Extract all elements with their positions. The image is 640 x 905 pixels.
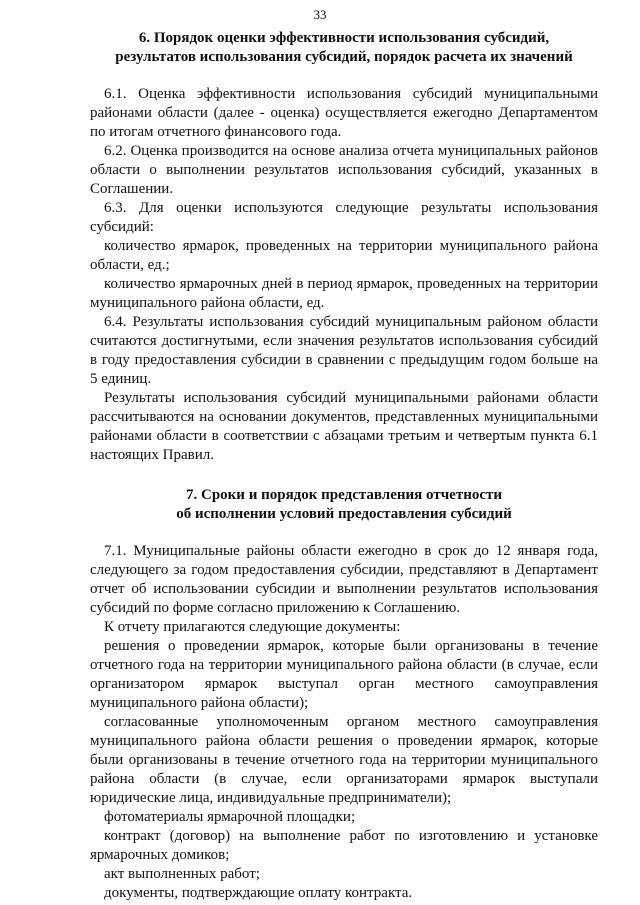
paragraph-results-calculation: Результаты использования субсидий муниципальными районами области рассчитываются на основании документов, представленных муниципальными районами области в соответствии с абзацами третьим и четвертым пункта 6.1 настоящих Правил. [90,390,598,463]
paragraph-6-3: 6.3. Для оценки используются следующие результаты использования субсидий: [90,200,598,235]
list-item-contract: контракт (договор) на выполнение работ по изготовлению и установке ярмарочных домиков; [90,828,598,863]
paragraph-attachments-intro: К отчету прилагаются следующие документы: [104,619,401,635]
list-item-approved-decisions: согласованные уполномоченным органом местного самоуправления муниципального района области решения о проведении ярмарок, которые были организованы в течение отчетного года на территории муниципального района области (в случае, если организаторами ярмарок выступали юридические лица, индивидуальные предприниматели); [90,714,598,806]
page-number: 33 [313,7,327,22]
paragraph-7-1: 7.1. Муниципальные районы области ежегодно в срок до 12 января года, следующего за годом предоставления субсидии, представляют в Департамент отчет об использовании субсидии и выполнении результатов использования субсидий по форме согласно приложению к Соглашению. [90,543,598,616]
list-item-photo-materials: фотоматериалы ярмарочной площадки; [104,809,356,825]
section-7-title [90,486,598,524]
section-6-title [90,29,598,67]
list-item-fair-days-count: количество ярмарочных дней в период ярмарок, проведенных на территории муниципального района области, ед. [90,276,598,311]
section-6-title-line: 6. Порядок оценки эффективности использования субсидий, [138,30,550,46]
list-item-completion-act: акт выполненных работ; [104,866,260,882]
paragraph-6-2: 6.2. Оценка производится на основе анализа отчета муниципальных районов области о выполнении результатов использования субсидий, указанных в Соглашении. [90,143,598,197]
section-7-title-line: 7. Сроки и порядок представления отчетности [185,487,503,503]
list-item-payment-documents: документы, подтверждающие оплату контракта. [104,885,413,901]
document-body [90,29,598,903]
paragraph-6-1: 6.1. Оценка эффективности использования субсидий муниципальными районами области (далее - оценка) осуществляется ежегодно Департаментом по итогам отчетного финансового года. [90,86,598,140]
paragraph-6-4: 6.4. Результаты использования субсидий муниципальным районом области считаются достигнутыми, если значения результатов использования субсидий в году предоставления субсидии в сравнении с предыдущим годом больше на 5 единиц. [90,314,598,387]
list-item-fairs-count: количество ярмарок, проведенных на территории муниципального района области, ед.; [90,238,598,273]
list-item-fair-decisions: решения о проведении ярмарок, которые были организованы в течение отчетного года на территории муниципального района области (в случае, если организатором ярмарок выступал орган местного самоуправления муниципального района области); [90,638,598,711]
section-6-title-line: результатов использования субсидий, порядок расчета их значений [115,49,573,65]
section-7-title-line: об исполнении условий предоставления субсидий [176,506,512,522]
